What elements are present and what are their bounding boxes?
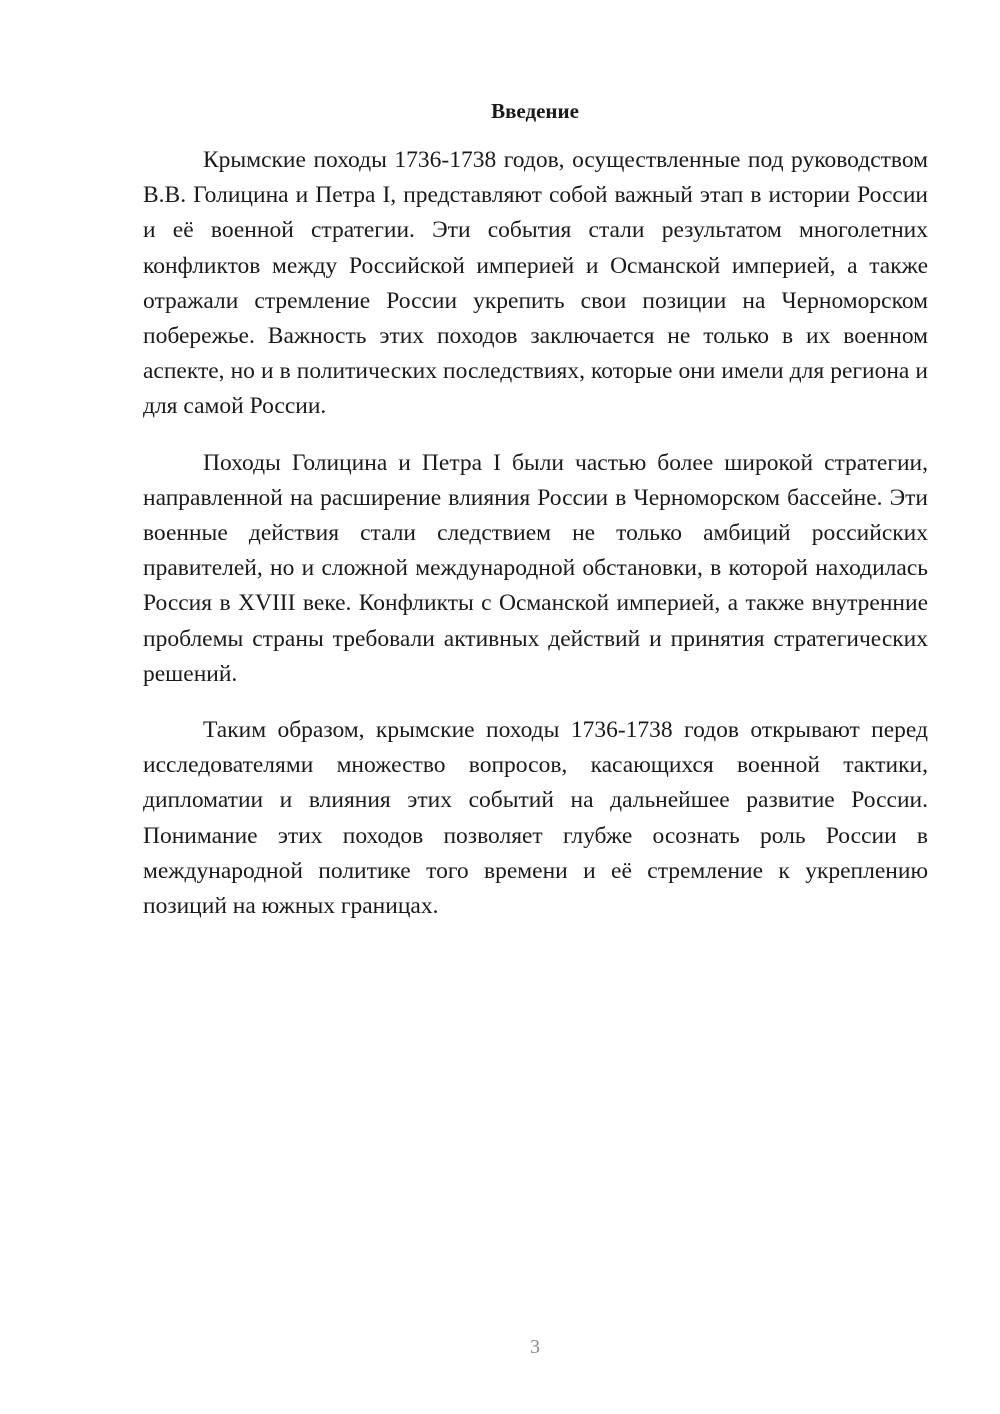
section-title: Введение [491, 99, 579, 123]
page-number: 3 [530, 1336, 540, 1358]
paragraph-1: Крымские походы 1736-1738 годов, осуществленные под руководством В.В. Голицина и Петра I, представляют собой важный этап в истории России и её военной стратегии. Эти события стали результатом многолетних конфликтов между Российской империей и Османской империей, а также отражали стремление России укрепить свои позиции на Черноморском побережье. Важность этих походов заключается не только в их военном аспекте, но и в политических последствиях, которые они имели для региона и для самой России. [143, 147, 928, 420]
body-text [143, 143, 928, 945]
paragraph-3: Таким образом, крымские походы 1736-1738 годов открывают перед исследователями множество вопросов, касающихся военной тактики, дипломатии и влияния этих событий на дальнейшее развитие России. Понимание этих походов позволяет глубже осознать роль России в международной политике того времени и её стремление к укреплению позиций на южных границах. [143, 717, 928, 920]
paragraph-2: Походы Голицина и Петра I были частью более широкой стратегии, направленной на расширение влияния России в Черноморском бассейне. Эти военные действия стали следствием не только амбиций российских правителей, но и сложной международной обстановки, в которой находилась Россия в XVIII веке. Конфликты с Османской империей, а также внутренние проблемы страны требовали активных действий и принятия стратегических решений. [143, 449, 928, 687]
